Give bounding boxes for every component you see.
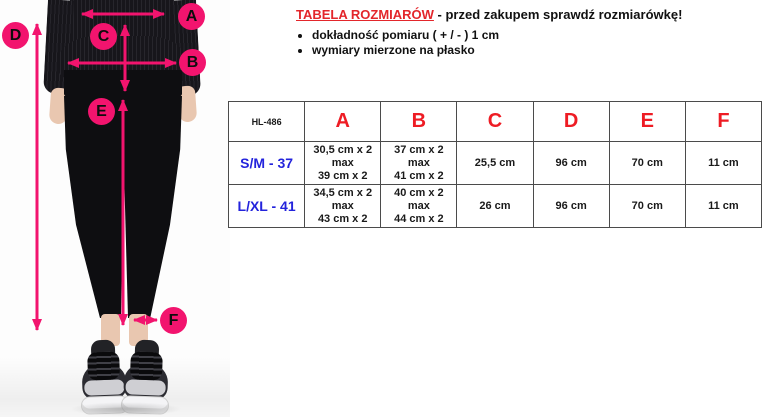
cell-line: max bbox=[331, 199, 354, 212]
page-title-rest: - przed zakupem sprawdź rozmiarówkę! bbox=[433, 7, 683, 22]
cell-f: 11 cm bbox=[685, 185, 761, 228]
size-info-header bbox=[296, 6, 756, 58]
marker-c: C bbox=[90, 23, 117, 50]
table-header-row bbox=[229, 102, 762, 142]
cell-a bbox=[305, 142, 381, 185]
cell-line: 40 cm x 2 bbox=[394, 186, 444, 199]
cell-b bbox=[381, 142, 457, 185]
notes-list bbox=[312, 28, 756, 58]
cell-d: 96 cm bbox=[533, 142, 609, 185]
cell-line: 39 cm x 2 bbox=[317, 169, 368, 182]
size-label: S/M - 37 bbox=[229, 142, 305, 185]
marker-d: D bbox=[2, 22, 29, 49]
cell-line: max bbox=[407, 199, 430, 212]
cell-line: 34,5 cm x 2 bbox=[313, 186, 373, 199]
model-photo bbox=[0, 0, 230, 417]
column-b: B bbox=[381, 102, 457, 142]
page-title bbox=[296, 6, 756, 23]
marker-e: E bbox=[88, 98, 115, 125]
cell-a bbox=[305, 185, 381, 228]
cell-d: 96 cm bbox=[533, 185, 609, 228]
cell-e: 70 cm bbox=[609, 142, 685, 185]
size-table bbox=[228, 101, 762, 228]
size-label: L/XL - 41 bbox=[229, 185, 305, 228]
page-title-highlight: TABELA ROZMIARÓW bbox=[296, 7, 434, 22]
table-row-sm bbox=[229, 142, 762, 185]
cell-line: 43 cm x 2 bbox=[317, 212, 368, 225]
column-a: A bbox=[305, 102, 381, 142]
cell-line: 37 cm x 2 bbox=[394, 143, 444, 156]
cell-c: 25,5 cm bbox=[457, 142, 533, 185]
column-f: F bbox=[685, 102, 761, 142]
column-d: D bbox=[533, 102, 609, 142]
cell-line: 44 cm x 2 bbox=[394, 212, 444, 225]
model-code: HL-486 bbox=[229, 102, 305, 142]
cell-b bbox=[381, 185, 457, 228]
marker-b: B bbox=[179, 49, 206, 76]
cell-c: 26 cm bbox=[457, 185, 533, 228]
cell-f: 11 cm bbox=[685, 142, 761, 185]
note-accuracy: • dokładność pomiaru ( + / - ) 1 cm bbox=[312, 28, 756, 43]
marker-a: A bbox=[178, 3, 205, 30]
cell-line: max bbox=[407, 156, 430, 169]
cell-line: 41 cm x 2 bbox=[394, 169, 444, 182]
cell-line: max bbox=[331, 156, 354, 169]
column-c: C bbox=[457, 102, 533, 142]
cell-line: 30,5 cm x 2 bbox=[313, 143, 373, 156]
table-row-lxl bbox=[229, 185, 762, 228]
column-e: E bbox=[609, 102, 685, 142]
note-flat-measure: • wymiary mierzone na płasko bbox=[312, 43, 756, 58]
cell-e: 70 cm bbox=[609, 185, 685, 228]
marker-f: F bbox=[160, 307, 187, 334]
